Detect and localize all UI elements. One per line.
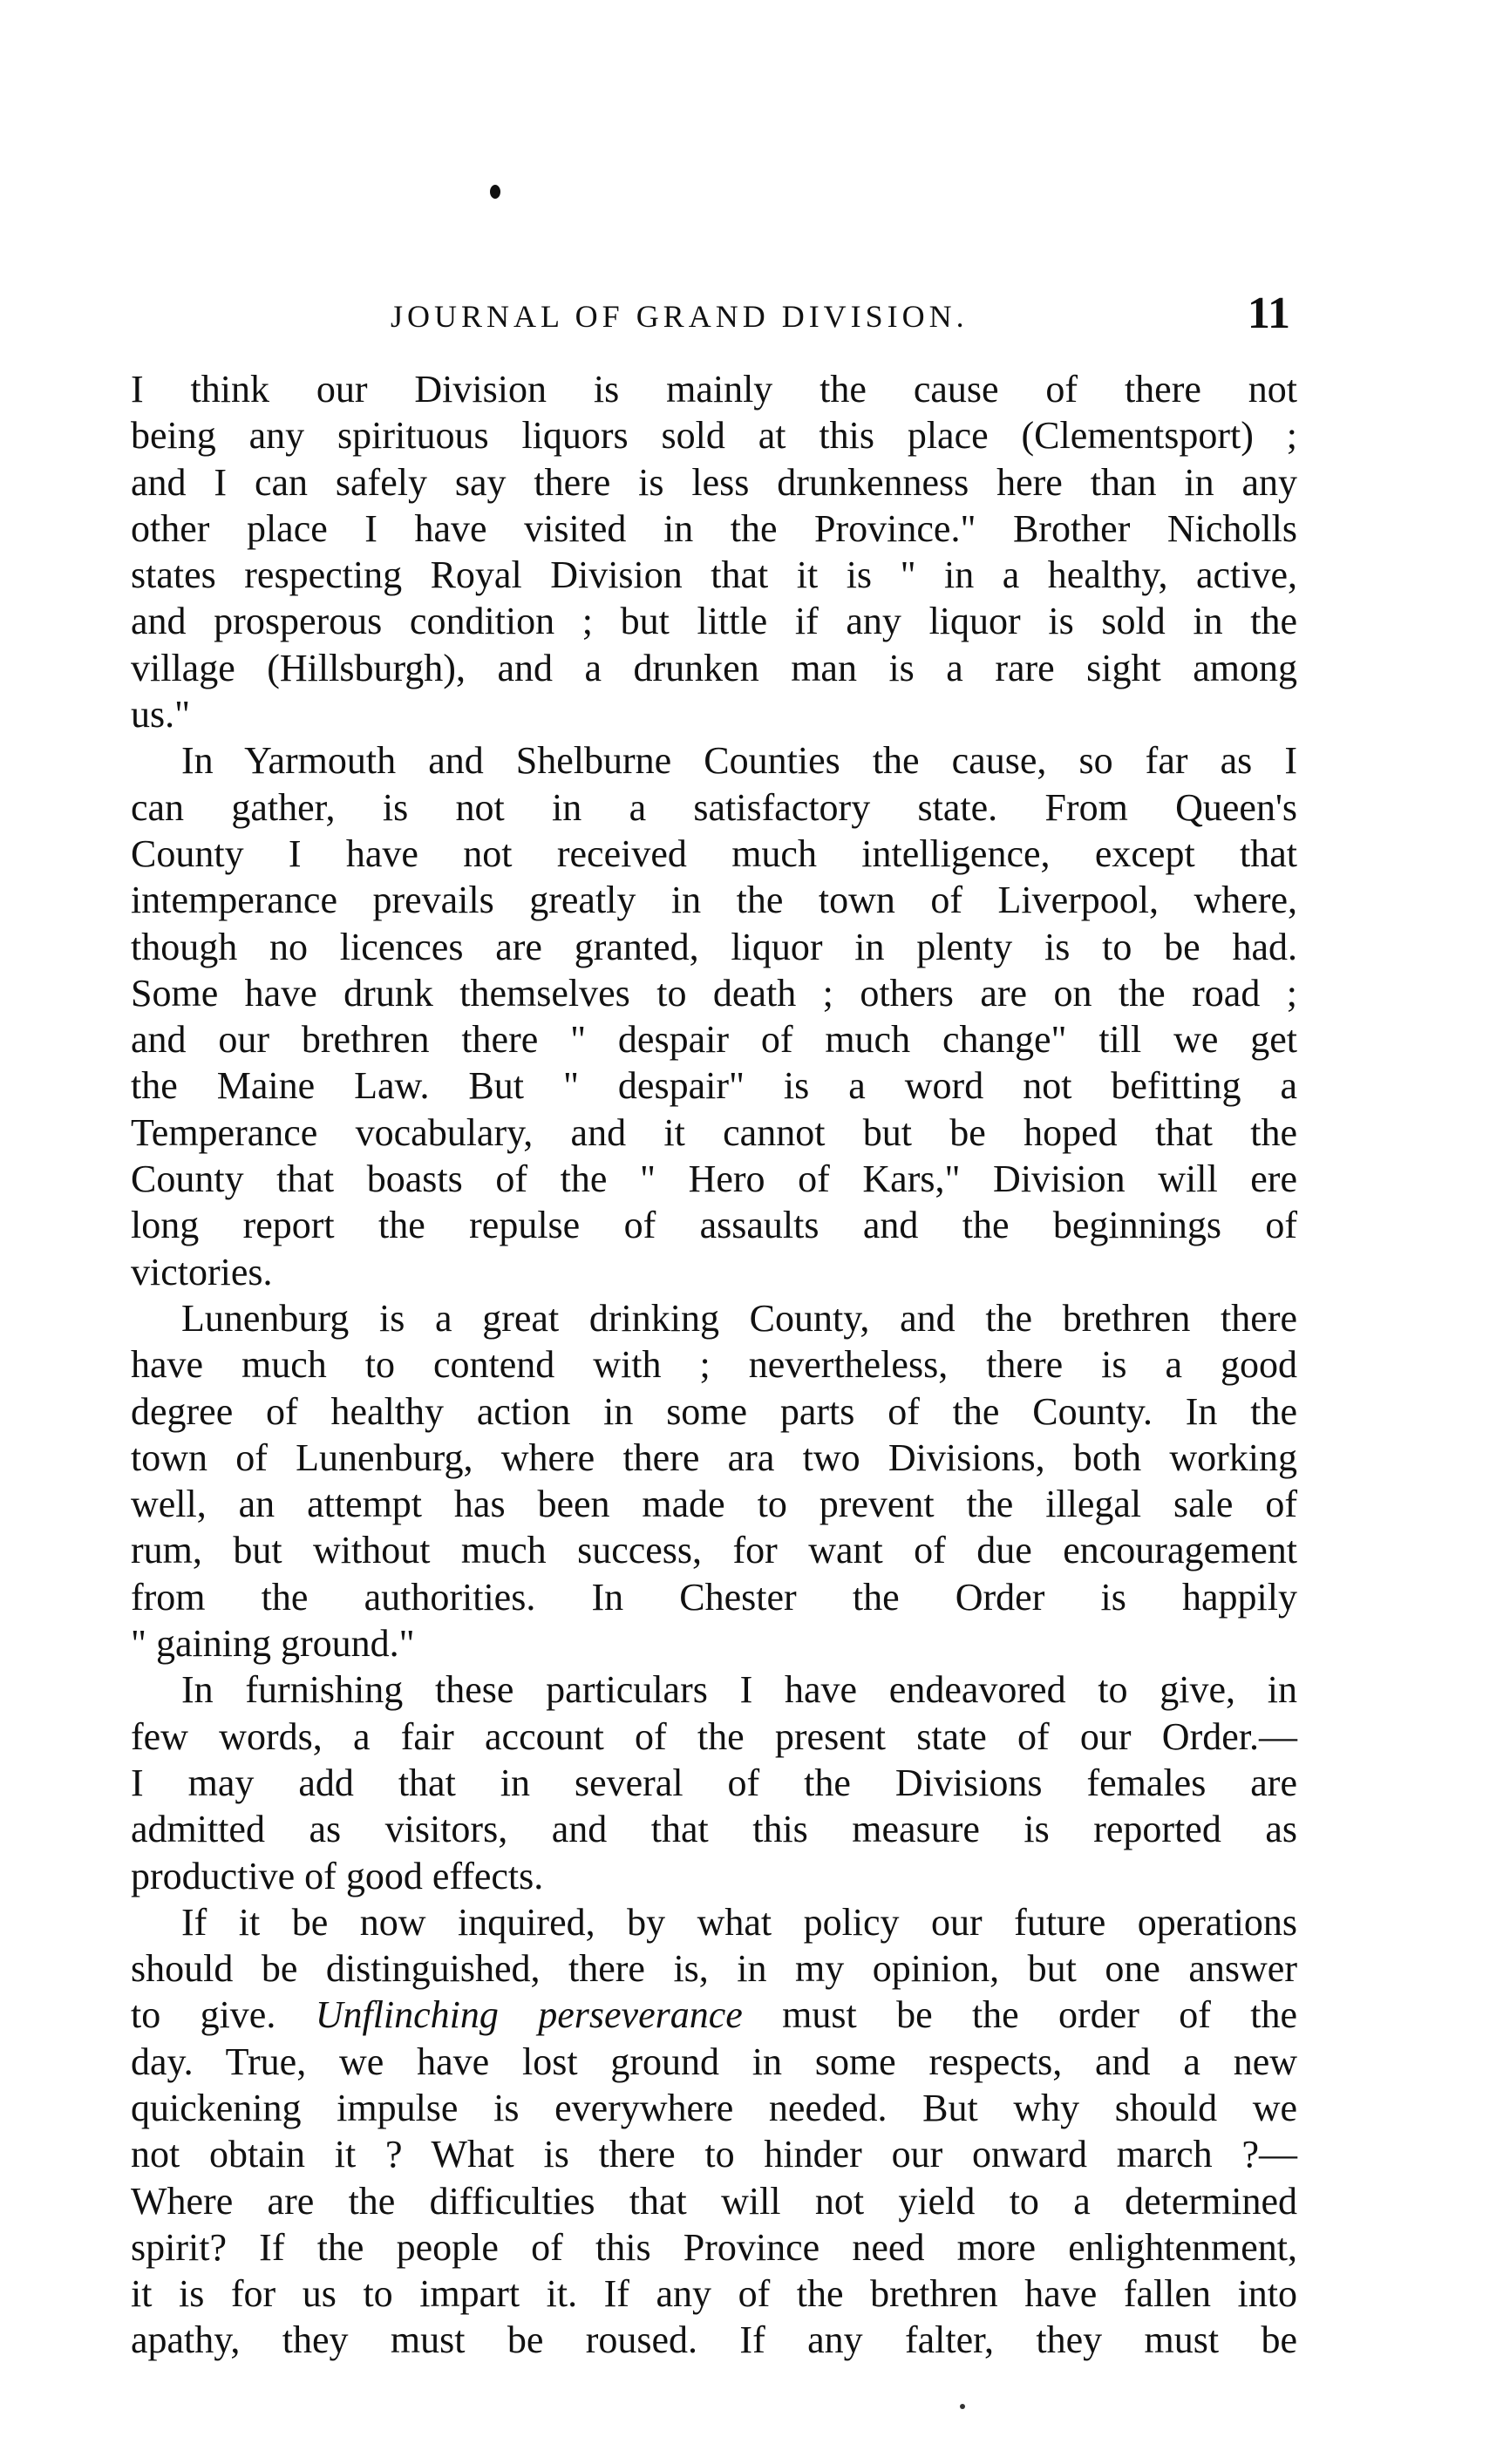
text-line: should be distinguished, there is, in my opinion, but one answer xyxy=(131,1947,1297,1991)
printer-mark-dot-bottom xyxy=(960,2404,965,2409)
text-line: " gaining ground." xyxy=(131,1622,415,1666)
text-line: well, an attempt has been made to prevent the illegal sale of xyxy=(131,1483,1297,1526)
text-line: day. True, we have lost ground in some respects, and a new xyxy=(131,2040,1297,2083)
text-line: and our brethren there " despair of much change" till we get xyxy=(131,1018,1297,1062)
text-line: and prosperous condition ; but little if any liquor is sold in the xyxy=(131,600,1297,643)
text-line: it is for us to impart it. If any of the brethren have fallen into xyxy=(131,2272,1297,2316)
text-line: and I can safely say there is less drunkenness here than in any xyxy=(131,460,1297,504)
text-line: though no licences are granted, liquor in plenty is to be had. xyxy=(131,925,1297,968)
running-title: JOURNAL OF GRAND DIVISION. xyxy=(391,299,969,334)
body-text xyxy=(131,366,1297,2364)
text-line: us." xyxy=(131,693,191,736)
text-line: Temperance vocabulary, and it cannot but be hoped that the xyxy=(131,1110,1297,1154)
text-line: apathy, they must be roused. If any falter, they must be xyxy=(131,2318,1297,2362)
text-line: Some have drunk themselves to death ; others are on the road ; xyxy=(131,971,1297,1015)
emphasis: Unflinching perseverance xyxy=(315,1993,743,2037)
text-line: Where are the difficulties that will not yield to a determined xyxy=(131,2179,1297,2223)
running-head xyxy=(131,288,1290,340)
text-line: few words, a fair account of the present state of our Order.— xyxy=(131,1714,1297,1758)
text-line: states respecting Royal Division that it is " in a healthy, active, xyxy=(131,553,1297,597)
text-line: town of Lunenburg, where there ara two Divisions, both working xyxy=(131,1436,1297,1479)
text-line: from the authorities. In Chester the Order is happily xyxy=(131,1575,1297,1619)
text-line: In furnishing these particulars I have endeavored to give, in xyxy=(181,1668,1297,1712)
text-line: If it be now inquired, by what policy our future operations xyxy=(181,1900,1297,1944)
page-number: 11 xyxy=(1247,288,1290,338)
printer-mark-dot xyxy=(490,185,500,199)
text-line: I think our Division is mainly the cause of there not xyxy=(131,368,1297,411)
text-line: long report the repulse of assaults and the beginnings of xyxy=(131,1204,1297,1247)
text-line: I may add that in several of the Divisions females are xyxy=(131,1761,1297,1804)
text-line: County that boasts of the " Hero of Kars," Division will ere xyxy=(131,1157,1297,1201)
text-line: intemperance prevails greatly in the town of Liverpool, where, xyxy=(131,879,1297,922)
text-line: can gather, is not in a satisfactory state. From Queen's xyxy=(131,785,1297,829)
text-line: victories. xyxy=(131,1250,273,1293)
text-line: have much to contend with ; nevertheless, there is a good xyxy=(131,1343,1297,1387)
text-line: degree of healthy action in some parts of the County. In the xyxy=(131,1389,1297,1433)
text-line: other place I have visited in the Province." Brother Nicholls xyxy=(131,506,1297,550)
text-line: In Yarmouth and Shelburne Counties the cause, so far as I xyxy=(181,739,1297,783)
text-line: spirit? If the people of this Province need more enlightenment, xyxy=(131,2225,1297,2269)
text-line: productive of good effects. xyxy=(131,1854,544,1897)
text-line: Lunenburg is a great drinking County, and the brethren there xyxy=(181,1296,1297,1340)
text-line: being any spirituous liquors sold at this place (Clementsport) ; xyxy=(131,414,1297,458)
text-line: the Maine Law. But " despair" is a word not befitting a xyxy=(131,1064,1297,1108)
text-line: admitted as visitors, and that this measure is reported as xyxy=(131,1808,1297,1851)
text-line: County I have not received much intelligence, except that xyxy=(131,832,1297,875)
text-line: to give. Unflinching perseverance must be the order of the xyxy=(131,1993,1297,2037)
text-line: village (Hillsburgh), and a drunken man is a rare sight among xyxy=(131,646,1297,689)
text-line: not obtain it ? What is there to hinder our onward march ?— xyxy=(131,2133,1297,2176)
text-line: rum, but without much success, for want of due encouragement xyxy=(131,1529,1297,1572)
text-line: quickening impulse is everywhere needed. But why should we xyxy=(131,2086,1297,2129)
